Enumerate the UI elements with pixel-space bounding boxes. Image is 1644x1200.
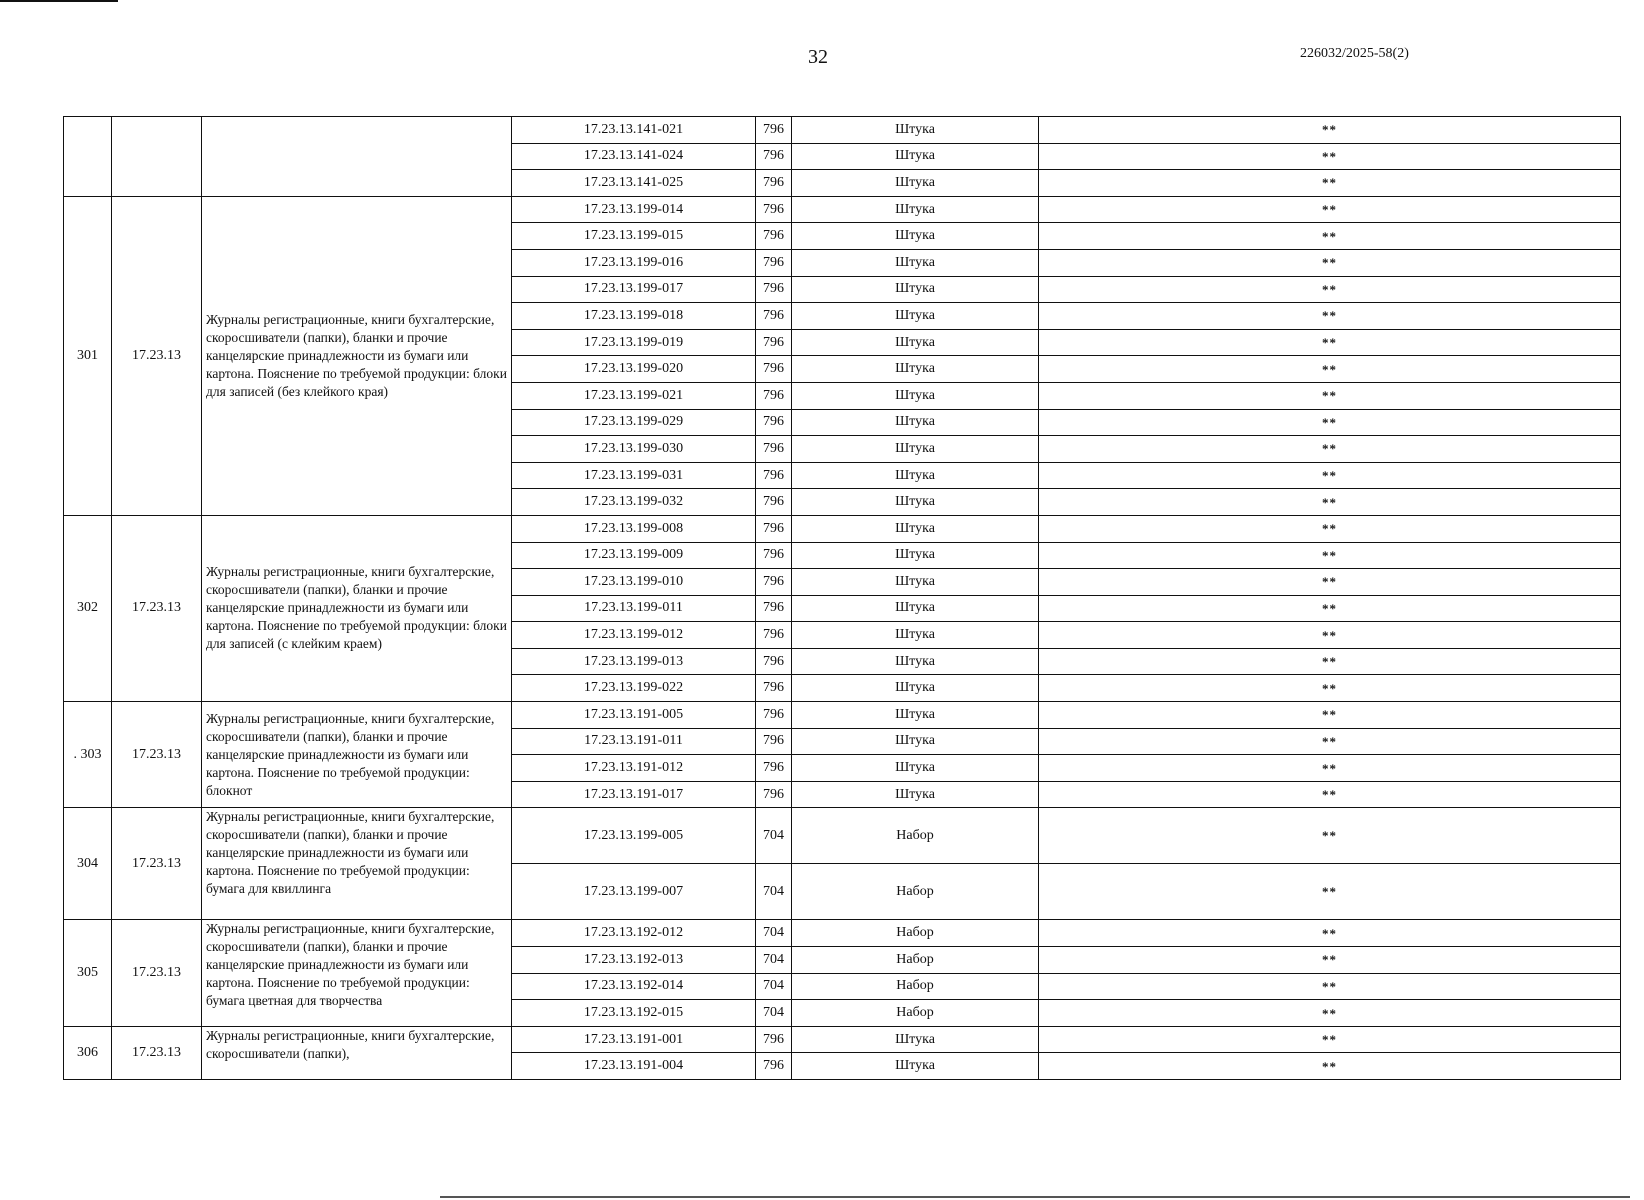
stars-mark: **	[1039, 648, 1621, 675]
stars-mark: **	[1039, 728, 1621, 755]
unit-name: Штука	[792, 569, 1039, 596]
ktru-code: 17.23.13.199-017	[512, 276, 756, 303]
item-number: 304	[64, 808, 112, 920]
stars-mark: **	[1039, 170, 1621, 197]
unit-name: Штука	[792, 223, 1039, 250]
products-table-body	[64, 117, 1621, 1080]
stars-mark: **	[1039, 1053, 1621, 1080]
unit-name: Штука	[792, 542, 1039, 569]
unit-name: Набор	[792, 808, 1039, 864]
item-number	[64, 117, 112, 197]
item-number: 301	[64, 196, 112, 515]
stars-mark: **	[1039, 462, 1621, 489]
okei-code: 796	[756, 675, 792, 702]
stars-mark: **	[1039, 117, 1621, 144]
okei-code: 796	[756, 489, 792, 516]
unit-name: Набор	[792, 973, 1039, 1000]
okei-code: 796	[756, 569, 792, 596]
okei-code: 704	[756, 947, 792, 974]
unit-name: Штука	[792, 489, 1039, 516]
unit-name: Штука	[792, 382, 1039, 409]
unit-name: Штука	[792, 1026, 1039, 1053]
stars-mark: **	[1039, 755, 1621, 782]
product-description: Журналы регистрационные, книги бухгалтерские, скоросшиватели (папки), бланки и прочие канцелярские принадлежности из бумаги или картона. Пояснение по требуемой продукции: блоки для записей (без клейкого края)	[202, 196, 512, 515]
ktru-code: 17.23.13.192-013	[512, 947, 756, 974]
okei-code: 796	[756, 462, 792, 489]
ktru-code: 17.23.13.199-021	[512, 382, 756, 409]
okei-code: 796	[756, 1053, 792, 1080]
product-description	[202, 117, 512, 197]
okei-code: 796	[756, 170, 792, 197]
stars-mark: **	[1039, 947, 1621, 974]
unit-name: Штука	[792, 702, 1039, 729]
product-description: Журналы регистрационные, книги бухгалтерские, скоросшиватели (папки), бланки и прочие канцелярские принадлежности из бумаги или картона. Пояснение по требуемой продукции: бумага цветная для творчества	[202, 920, 512, 1026]
okei-code: 796	[756, 276, 792, 303]
ktru-code: 17.23.13.191-012	[512, 755, 756, 782]
okei-code: 796	[756, 409, 792, 436]
unit-name: Штука	[792, 781, 1039, 808]
okpd-code: 17.23.13	[112, 702, 202, 808]
stars-mark: **	[1039, 622, 1621, 649]
ktru-code: 17.23.13.199-012	[512, 622, 756, 649]
unit-name: Набор	[792, 1000, 1039, 1027]
okei-code: 796	[756, 143, 792, 170]
ktru-code: 17.23.13.199-011	[512, 595, 756, 622]
stars-mark: **	[1039, 973, 1621, 1000]
product-description: Журналы регистрационные, книги бухгалтерские, скоросшиватели (папки), бланки и прочие канцелярские принадлежности из бумаги или картона. Пояснение по требуемой продукции: бумага для квиллинга	[202, 808, 512, 920]
table-row	[64, 196, 1621, 223]
table-row	[64, 117, 1621, 144]
okei-code: 704	[756, 973, 792, 1000]
stars-mark: **	[1039, 920, 1621, 947]
item-number: 306	[64, 1026, 112, 1079]
stars-mark: **	[1039, 436, 1621, 463]
stars-mark: **	[1039, 382, 1621, 409]
stars-mark: **	[1039, 329, 1621, 356]
unit-name: Штука	[792, 675, 1039, 702]
okei-code: 796	[756, 702, 792, 729]
stars-mark: **	[1039, 143, 1621, 170]
unit-name: Штука	[792, 170, 1039, 197]
ktru-code: 17.23.13.191-017	[512, 781, 756, 808]
ktru-code: 17.23.13.199-005	[512, 808, 756, 864]
ktru-code: 17.23.13.191-011	[512, 728, 756, 755]
unit-name: Штука	[792, 515, 1039, 542]
ktru-code: 17.23.13.191-001	[512, 1026, 756, 1053]
ktru-code: 17.23.13.199-015	[512, 223, 756, 250]
unit-name: Штука	[792, 249, 1039, 276]
unit-name: Штука	[792, 409, 1039, 436]
okei-code: 796	[756, 622, 792, 649]
okei-code: 704	[756, 864, 792, 920]
ktru-code: 17.23.13.199-019	[512, 329, 756, 356]
products-table	[63, 116, 1621, 1080]
bottom-rule	[440, 1196, 1630, 1198]
ktru-code: 17.23.13.192-015	[512, 1000, 756, 1027]
ktru-code: 17.23.13.199-009	[512, 542, 756, 569]
stars-mark: **	[1039, 595, 1621, 622]
okei-code: 796	[756, 303, 792, 330]
top-rule	[0, 0, 118, 2]
okei-code: 796	[756, 728, 792, 755]
product-description: Журналы регистрационные, книги бухгалтерские, скоросшиватели (папки), бланки и прочие канцелярские принадлежности из бумаги или картона. Пояснение по требуемой продукции: блокнот	[202, 702, 512, 808]
ktru-code: 17.23.13.192-014	[512, 973, 756, 1000]
okei-code: 796	[756, 223, 792, 250]
unit-name: Набор	[792, 864, 1039, 920]
ktru-code: 17.23.13.141-021	[512, 117, 756, 144]
stars-mark: **	[1039, 489, 1621, 516]
product-description: Журналы регистрационные, книги бухгалтерские, скоросшиватели (папки), бланки и прочие канцелярские принадлежности из бумаги или картона. Пояснение по требуемой продукции: блоки для записей (с клейким краем)	[202, 515, 512, 701]
table-row	[64, 1026, 1621, 1053]
stars-mark: **	[1039, 569, 1621, 596]
unit-name: Набор	[792, 947, 1039, 974]
stars-mark: **	[1039, 515, 1621, 542]
ktru-code: 17.23.13.199-018	[512, 303, 756, 330]
ktru-code: 17.23.13.141-025	[512, 170, 756, 197]
stars-mark: **	[1039, 542, 1621, 569]
stars-mark: **	[1039, 196, 1621, 223]
unit-name: Штука	[792, 303, 1039, 330]
stars-mark: **	[1039, 409, 1621, 436]
stars-mark: **	[1039, 356, 1621, 383]
ktru-code: 17.23.13.191-005	[512, 702, 756, 729]
okei-code: 796	[756, 117, 792, 144]
stars-mark: **	[1039, 781, 1621, 808]
okei-code: 796	[756, 515, 792, 542]
unit-name: Штука	[792, 143, 1039, 170]
okei-code: 796	[756, 436, 792, 463]
stars-mark: **	[1039, 1026, 1621, 1053]
okpd-code: 17.23.13	[112, 515, 202, 701]
stars-mark: **	[1039, 249, 1621, 276]
ktru-code: 17.23.13.191-004	[512, 1053, 756, 1080]
ktru-code: 17.23.13.199-020	[512, 356, 756, 383]
okei-code: 796	[756, 249, 792, 276]
item-number: . 303	[64, 702, 112, 808]
okei-code: 796	[756, 382, 792, 409]
ktru-code: 17.23.13.199-007	[512, 864, 756, 920]
unit-name: Штука	[792, 117, 1039, 144]
stars-mark: **	[1039, 864, 1621, 920]
okei-code: 704	[756, 808, 792, 864]
table-row	[64, 702, 1621, 729]
unit-name: Набор	[792, 920, 1039, 947]
ktru-code: 17.23.13.141-024	[512, 143, 756, 170]
table-row	[64, 515, 1621, 542]
okpd-code: 17.23.13	[112, 920, 202, 1026]
unit-name: Штука	[792, 595, 1039, 622]
stars-mark: **	[1039, 808, 1621, 864]
ktru-code: 17.23.13.199-030	[512, 436, 756, 463]
unit-name: Штука	[792, 728, 1039, 755]
stars-mark: **	[1039, 1000, 1621, 1027]
unit-name: Штука	[792, 648, 1039, 675]
okpd-code: 17.23.13	[112, 196, 202, 515]
okei-code: 796	[756, 1026, 792, 1053]
unit-name: Штука	[792, 329, 1039, 356]
okei-code: 796	[756, 755, 792, 782]
okei-code: 704	[756, 920, 792, 947]
ktru-code: 17.23.13.199-013	[512, 648, 756, 675]
unit-name: Штука	[792, 196, 1039, 223]
item-number: 302	[64, 515, 112, 701]
unit-name: Штука	[792, 755, 1039, 782]
ktru-code: 17.23.13.199-031	[512, 462, 756, 489]
stars-mark: **	[1039, 675, 1621, 702]
unit-name: Штука	[792, 436, 1039, 463]
okpd-code	[112, 117, 202, 197]
ktru-code: 17.23.13.199-029	[512, 409, 756, 436]
item-number: 305	[64, 920, 112, 1026]
okei-code: 796	[756, 356, 792, 383]
okei-code: 796	[756, 595, 792, 622]
table-row	[64, 920, 1621, 947]
unit-name: Штука	[792, 276, 1039, 303]
okei-code: 796	[756, 781, 792, 808]
unit-name: Штука	[792, 356, 1039, 383]
ktru-code: 17.23.13.199-016	[512, 249, 756, 276]
document-id: 226032/2025-58(2)	[1300, 46, 1409, 61]
unit-name: Штука	[792, 1053, 1039, 1080]
ktru-code: 17.23.13.199-008	[512, 515, 756, 542]
ktru-code: 17.23.13.199-032	[512, 489, 756, 516]
ktru-code: 17.23.13.192-012	[512, 920, 756, 947]
stars-mark: **	[1039, 303, 1621, 330]
okpd-code: 17.23.13	[112, 1026, 202, 1079]
okei-code: 796	[756, 648, 792, 675]
okei-code: 796	[756, 196, 792, 223]
product-description: Журналы регистрационные, книги бухгалтерские, скоросшиватели (папки),	[202, 1026, 512, 1079]
ktru-code: 17.23.13.199-010	[512, 569, 756, 596]
unit-name: Штука	[792, 462, 1039, 489]
ktru-code: 17.23.13.199-022	[512, 675, 756, 702]
okei-code: 796	[756, 329, 792, 356]
stars-mark: **	[1039, 276, 1621, 303]
ktru-code: 17.23.13.199-014	[512, 196, 756, 223]
page-number: 32	[808, 46, 828, 68]
stars-mark: **	[1039, 702, 1621, 729]
okpd-code: 17.23.13	[112, 808, 202, 920]
okei-code: 796	[756, 542, 792, 569]
unit-name: Штука	[792, 622, 1039, 649]
stars-mark: **	[1039, 223, 1621, 250]
table-row	[64, 808, 1621, 864]
okei-code: 704	[756, 1000, 792, 1027]
